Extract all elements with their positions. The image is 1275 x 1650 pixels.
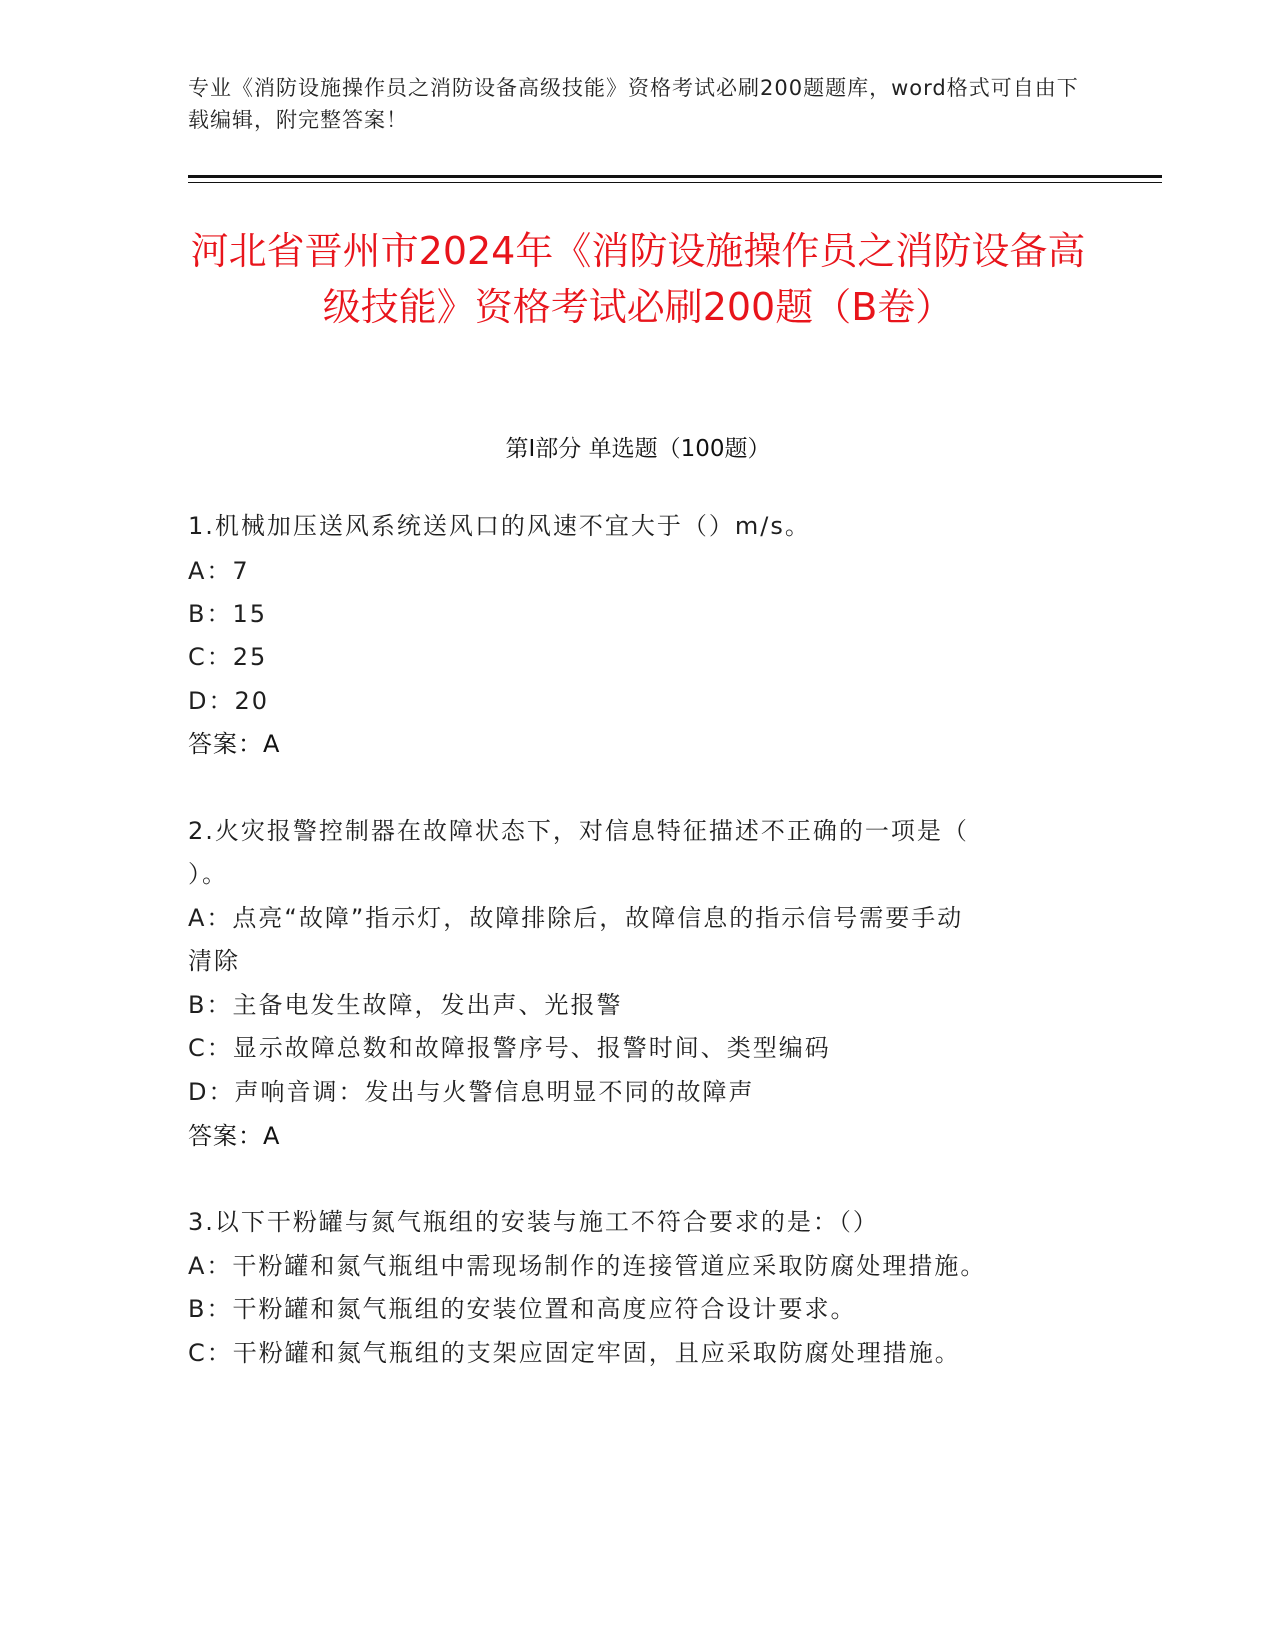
question-1-option-c: C：25 bbox=[188, 643, 268, 671]
header-divider-thick bbox=[188, 175, 1162, 178]
question-3-option-c: C：干粉罐和氮气瓶组的支架应固定牢固，且应采取防腐处理措施。 bbox=[188, 1339, 961, 1367]
question-1-option-b: B：15 bbox=[188, 600, 268, 628]
question-1-answer: 答案：A bbox=[188, 730, 281, 758]
question-2-option-d: D：声响音调：发出与火警信息明显不同的故障声 bbox=[188, 1078, 755, 1106]
header-divider-thin bbox=[188, 182, 1162, 183]
section-heading: 第Ⅰ部分 单选题（100题） bbox=[505, 436, 771, 462]
question-1-stem: 1.机械加压送风系统送风口的风速不宜大于（）m/s。 bbox=[188, 512, 811, 540]
question-2-option-c: C：显示故障总数和故障报警序号、报警时间、类型编码 bbox=[188, 1034, 831, 1062]
question-1-option-a: A：7 bbox=[188, 557, 250, 585]
question-2-stem-line2: ）。 bbox=[188, 860, 228, 888]
question-2-answer: 答案：A bbox=[188, 1122, 281, 1150]
header-note: 专业《消防设施操作员之消防设备高级技能》资格考试必刷200题题库，word格式可自由下载编辑，附完整答案！ bbox=[188, 76, 1079, 132]
question-3-option-a: A：干粉罐和氮气瓶组中需现场制作的连接管道应采取防腐处理措施。 bbox=[188, 1252, 987, 1280]
document-title: 河北省晋州市2024年《消防设施操作员之消防设备高级技能》资格考试必刷200题（B卷） bbox=[190, 229, 1086, 329]
question-1-option-d: D：20 bbox=[188, 687, 270, 715]
question-3-stem: 3.以下干粉罐与氮气瓶组的安装与施工不符合要求的是：（） bbox=[188, 1208, 879, 1236]
question-2-option-a-line2: 清除 bbox=[188, 947, 240, 975]
question-2-option-a-line1: A：点亮“故障”指示灯，故障排除后，故障信息的指示信号需要手动 bbox=[188, 904, 964, 932]
question-2-option-b: B：主备电发生故障，发出声、光报警 bbox=[188, 991, 623, 1019]
question-2-stem-line1: 2.火灾报警控制器在故障状态下，对信息特征描述不正确的一项是（ bbox=[188, 817, 969, 845]
question-3-option-b: B：干粉罐和氮气瓶组的安装位置和高度应符合设计要求。 bbox=[188, 1295, 857, 1323]
